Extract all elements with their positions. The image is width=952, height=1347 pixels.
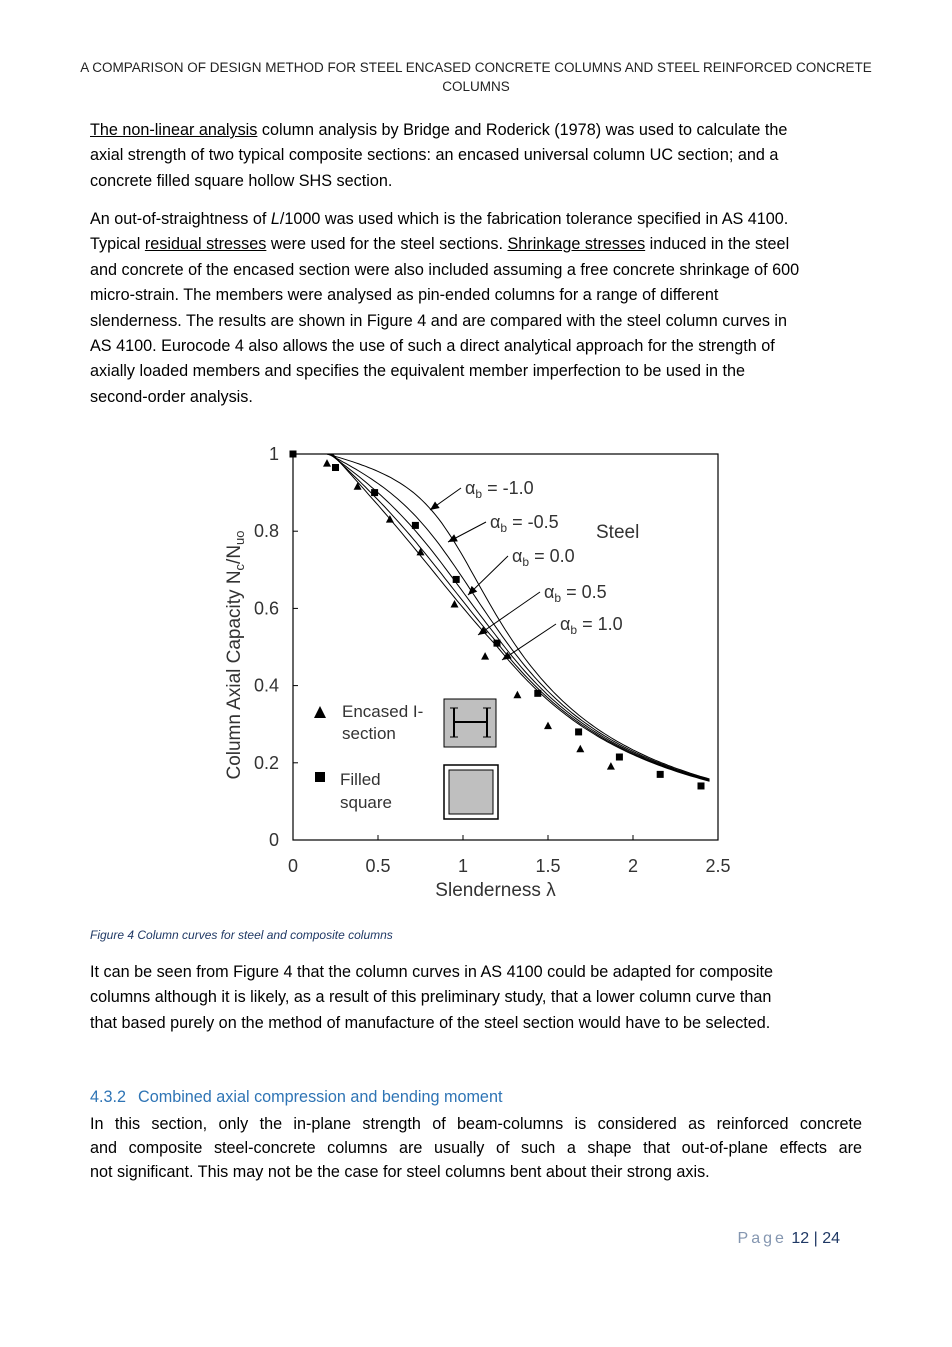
- encased-point: [544, 722, 552, 730]
- alpha-subscript: b: [500, 521, 508, 535]
- p3-line-2: columns although it is likely, as a result of this preliminary study, that a lower column curve than: [90, 988, 772, 1007]
- encased-point: [576, 745, 584, 753]
- alpha-label: [544, 582, 607, 605]
- page-word: Page: [737, 1230, 787, 1247]
- running-header: [60, 58, 892, 96]
- alpha-value: = 0.0: [529, 546, 575, 566]
- encased-point: [323, 459, 331, 467]
- x-tick-label: 1: [457, 856, 469, 876]
- legend-filled-line2: square: [340, 793, 392, 812]
- p4-line-1: In this section, only the in-plane strength of beam-columns is considered as reinforced concrete: [90, 1115, 862, 1133]
- alpha-value: = -0.5: [507, 512, 559, 532]
- section-heading: [90, 1088, 502, 1107]
- p4-line-3: not significant. This may not be the case for steel columns bent about their strong axis.: [90, 1163, 710, 1181]
- page-separator: |: [813, 1230, 818, 1247]
- page-current: 12: [791, 1230, 810, 1247]
- square-point: [371, 489, 378, 496]
- filled-square-core: [449, 770, 493, 814]
- legend-square-marker: [315, 772, 325, 782]
- square-point: [534, 690, 541, 697]
- section-title: Combined axial compression and bending moment: [138, 1088, 503, 1106]
- legend-encased-line1: Encased I-: [342, 702, 424, 721]
- alpha-value: = -1.0: [482, 478, 534, 498]
- paragraph-conclusion: [90, 960, 862, 1036]
- y-tick-label: 0.8: [253, 521, 279, 542]
- y-tick-label: 0.6: [253, 598, 279, 619]
- p2-length-symbol: L: [270, 210, 280, 228]
- y-tick-label: 0.4: [253, 675, 279, 696]
- encased-point: [481, 652, 489, 660]
- legend-triangle-marker: [314, 706, 326, 718]
- paragraph-out-of-straightness: [90, 207, 862, 410]
- alpha-label: [560, 614, 623, 637]
- x-tick-label: 0.5: [365, 856, 391, 876]
- alpha-symbol: α: [560, 614, 571, 634]
- square-point: [494, 640, 501, 647]
- y-tick-label: 0: [268, 830, 279, 850]
- x-axis-label: Slenderness λ: [435, 880, 556, 901]
- figure-caption: Figure 4 Column curves for steel and composite columns: [90, 928, 393, 942]
- x-tick-label: 0: [287, 856, 299, 876]
- header-line-1: A COMPARISON OF DESIGN METHOD FOR STEEL ENCASED CONCRETE COLUMNS AND STEEL REINFORCED CONCRETE: [80, 60, 872, 75]
- square-point: [332, 464, 339, 471]
- square-point: [616, 754, 623, 761]
- alpha-arrow-line: [502, 624, 556, 660]
- alpha-symbol: α: [512, 546, 523, 566]
- square-point: [657, 771, 664, 778]
- alpha-subscript: b: [475, 487, 483, 501]
- square-point: [698, 782, 705, 789]
- section-number: 4.3.2: [90, 1088, 127, 1106]
- residual-stresses-link[interactable]: residual stresses: [144, 235, 267, 254]
- p3-line-3: that based purely on the method of manufacture of the steel section would have to be selected.: [90, 1013, 771, 1032]
- p2-line-2b: were used for the steel sections.: [266, 235, 508, 254]
- square-point: [575, 728, 582, 735]
- paragraph-nonlinear-analysis: [90, 118, 862, 194]
- alpha-label: [465, 478, 534, 501]
- alpha-arrow-line: [478, 592, 540, 635]
- x-tick-label: 1.5: [535, 856, 561, 876]
- square-point: [412, 522, 419, 529]
- column-curves-chart: [210, 430, 750, 910]
- steel-label: Steel: [596, 522, 640, 543]
- x-tick-label: 2.5: [705, 856, 731, 876]
- legend-filled-line1: Filled: [340, 770, 381, 789]
- p3-line-1: It can be seen from Figure 4 that the column curves in AS 4100 could be adapted for composite: [90, 963, 773, 981]
- p2-line-3: and concrete of the encased section were also included assuming a free concrete shrinkage of 600: [90, 260, 800, 279]
- encased-point: [354, 482, 362, 490]
- y-tick-label: 0.2: [253, 752, 279, 773]
- p2-line-2c: induced in the steel: [645, 235, 790, 254]
- p1-line-3: concrete filled square hollow SHS section.: [90, 171, 393, 190]
- y-axis-label: [224, 530, 247, 779]
- alpha-arrow-head: [430, 502, 440, 510]
- alpha-symbol: α: [544, 582, 555, 602]
- alpha-arrow-head: [478, 627, 488, 635]
- square-point: [290, 451, 297, 458]
- p2-line-1a: An out-of-straightness of: [90, 210, 271, 228]
- alpha-subscript: b: [570, 623, 578, 637]
- alpha-subscript: b: [522, 555, 530, 569]
- p1-line-1: column analysis by Bridge and Roderick (1978) was used to calculate the: [257, 121, 788, 139]
- p2-line-5: slenderness. The results are shown in Figure 4 and are compared with the steel column curves in: [90, 311, 788, 330]
- shrinkage-stresses-link[interactable]: Shrinkage stresses: [507, 235, 646, 254]
- page-footer: [738, 1230, 840, 1248]
- nonlinear-analysis-link[interactable]: The non-linear analysis: [90, 121, 258, 139]
- legend-encased-line2: section: [342, 724, 396, 743]
- page-total: 24: [822, 1230, 840, 1247]
- y-axis-label-part: /N: [224, 544, 245, 564]
- alpha-label: [512, 546, 575, 569]
- p2-line-8: second-order analysis.: [90, 387, 253, 406]
- p2-line-6: AS 4100. Eurocode 4 also allows the use of such a direct analytical approach for the strength of: [90, 337, 775, 356]
- x-tick-label: 2: [627, 856, 639, 876]
- plot-area: [224, 444, 731, 901]
- alpha-value: = 0.5: [561, 582, 607, 602]
- p1-line-2: axial strength of two typical composite sections: an encased universal column UC section; and a: [90, 146, 779, 165]
- alpha-subscript: b: [554, 591, 562, 605]
- encased-point: [607, 762, 615, 770]
- p2-line-1b: /1000 was used which is the fabrication tolerance specified in AS 4100.: [279, 210, 789, 228]
- alpha-symbol: α: [490, 512, 501, 532]
- alpha-value: = 1.0: [577, 614, 623, 634]
- alpha-label: [490, 512, 559, 535]
- p2-line-4: micro-strain. The members were analysed as pin-ended columns for a range of different: [90, 286, 719, 305]
- y-tick-label: 1: [268, 444, 279, 464]
- p4-line-2: and composite steel-concrete columns are usually of such a shape that out-of-plane effects are: [90, 1139, 862, 1157]
- square-point: [453, 576, 460, 583]
- p2-line-2a: Typical: [90, 235, 145, 254]
- encased-point: [513, 691, 521, 699]
- alpha-symbol: α: [465, 478, 476, 498]
- p2-line-7: axially loaded members and specifies the equivalent member imperfection to be used in the: [90, 362, 746, 381]
- y-axis-label-part: c: [232, 563, 247, 571]
- paragraph-combined-axial: [90, 1112, 862, 1184]
- header-line-2: COLUMNS: [442, 79, 510, 94]
- y-axis-label-part: uo: [232, 530, 247, 545]
- y-axis-label-part: Column Axial Capacity N: [224, 570, 245, 780]
